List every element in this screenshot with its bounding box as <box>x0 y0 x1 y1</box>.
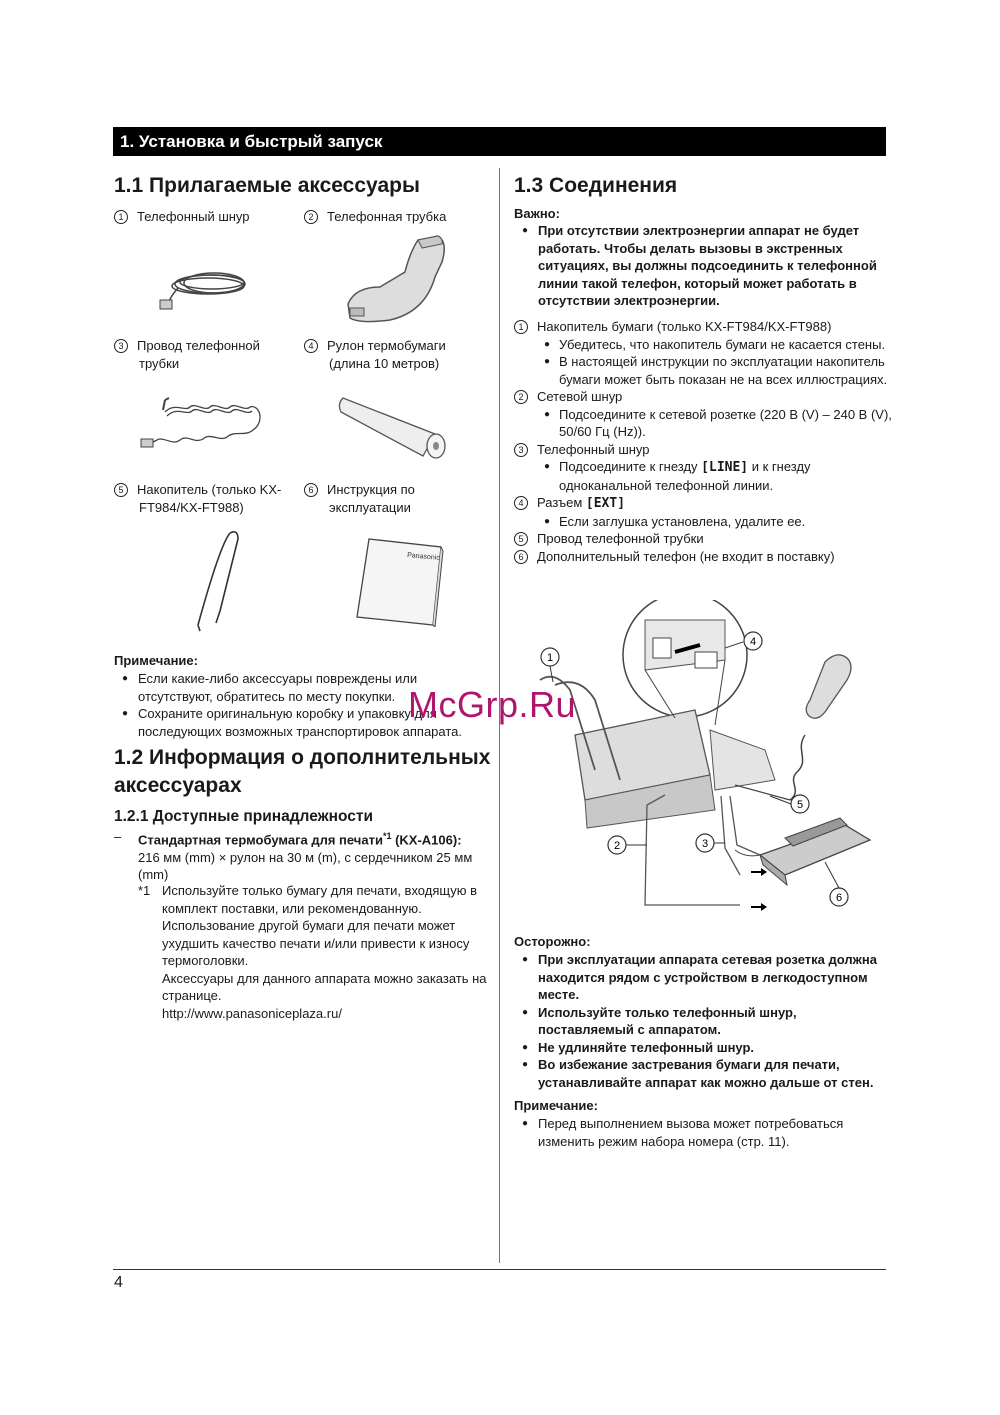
caution-item: ● Во избежание застревания бумаги для печати, устанавливайте аппарат как можно дальше от стен. <box>514 1056 894 1091</box>
section-1-2-title: 1.2 Информация о дополнительных аксессуарах <box>114 746 491 797</box>
caution-item: ● Используйте только телефонный шнур, поставляемый с аппаратом. <box>514 1004 894 1039</box>
callout-2-label: 2 <box>613 840 621 852</box>
callout-6-label: 6 <box>835 892 843 904</box>
section-header-bar: 1. Установка и быстрый запуск <box>113 127 886 156</box>
connection-item-4: 4 Разъем [EXT] <box>514 494 894 513</box>
caution-item: ● При эксплуатации аппарата сетевая розетка должна находится рядом с устройством в легкодоступном месте. <box>514 951 894 1004</box>
connection-item-3: 3 Телефонный шнур <box>514 441 894 459</box>
connection-list: 1 Накопитель бумаги (только KX-FT984/KX-FT988) ● Убедитесь, что накопитель бумаги не касается стены. ● В настоящей инструкции по эксплуатации накопитель бумаги может быть показан не на всех иллюстрациях. 2 Сетевой шнур ● Подсоедините к сетевой розетке (220 В (V) – 240 В (V), 50/60 Гц (Hz)). 3 Телефонный шнур ● Подсоедините к гнезду [LINE] и к гнезду одноканальной телефонной линии. 4 Разъем [EXT] ● Если заглушка установлена, удалите ее. 5 Провод телефонной трубки 6 Дополнительный телефон (не входит в поставку) <box>514 318 894 565</box>
watermark: McGrp.Ru <box>408 684 577 725</box>
note-label-right: Примечание: <box>514 1098 598 1113</box>
note-item: ● Сохраните оригинальную коробку и упаковку для последующих возможных транспортировок аппарата. <box>114 705 494 740</box>
handset-image <box>340 232 450 327</box>
connection-item-6: 6 Дополнительный телефон (не входит в поставку) <box>514 548 894 566</box>
section-1-1-title: 1.1 Прилагаемые аксессуары <box>114 174 420 197</box>
connection-item-2: 2 Сетевой шнур <box>514 388 894 406</box>
note-label: Примечание: <box>114 653 198 668</box>
callout-5-label: 5 <box>796 799 804 811</box>
accessory-item-1: 1 Телефонный шнур <box>114 208 294 226</box>
operating-instructions-image <box>355 535 445 627</box>
footer-rule <box>113 1269 886 1270</box>
paper-stacker-image <box>190 525 250 637</box>
important-text: ● При отсутствии электроэнергии аппарат не будет работать. Чтобы делать вызовы в экстренных ситуациях, вы должны подсоединить к телефонной линии такой телефон, который может работать в отсутствии электроэнергии. <box>514 222 889 310</box>
website-link[interactable]: http://www.panasoniceplaza.ru/ <box>162 1005 342 1021</box>
callout-4-label: 4 <box>749 636 757 648</box>
connection-item-5: 5 Провод телефонной трубки <box>514 530 894 548</box>
accessory-item-2: 2 Телефонная трубка <box>304 208 494 226</box>
handset-cord-image <box>135 392 275 452</box>
manual-brand-label: Panasonic <box>406 552 441 562</box>
callout-3-label: 3 <box>701 838 709 850</box>
note-item: ● Если какие-либо аксессуары повреждены или отсутствуют, обратитесь по месту покупки. <box>114 670 494 705</box>
note-right: ● Перед выполнением вызова может потребоваться изменить режим набора номера (стр. 11). <box>514 1115 894 1150</box>
connection-diagram <box>525 600 885 920</box>
available-accessory-item: – Стандартная термобумага для печати$^{*1}$ (KX-A106): 216 мм (mm) × рулон на 30 м (m), с сердечником 25 мм (mm) <box>114 829 473 883</box>
page-number: 4 <box>114 1274 123 1291</box>
caution-list <box>514 951 894 1091</box>
connection-item-1: 1 Накопитель бумаги (только KX-FT984/KX-FT988) <box>514 318 894 336</box>
important-label: Важно: <box>514 206 560 221</box>
accessory-item-4: 4 Рулон термобумаги (длина 10 метров) <box>304 337 494 372</box>
caution-label: Осторожно: <box>514 934 591 949</box>
thermal-paper-roll-image <box>335 388 450 463</box>
section-1-2-1-title: 1.2.1 Доступные принадлежности <box>114 808 373 825</box>
accessory-item-6: 6 Инструкция по эксплуатации <box>304 481 494 516</box>
callout-1-label: 1 <box>546 652 554 664</box>
telephone-cord-image <box>150 262 270 317</box>
footnote: *1 Используйте только бумагу для печати, входящую в комплект поставки, или рекомендованную. Использование другой бумаги для печати может ухудшить качество печати и/или привести к износу термоголовки. Аксессуары для данного аппарата можно заказать на странице. http://www.panasoniceplaza.ru/ <box>138 883 487 1021</box>
section-1-3-title: 1.3 Соединения <box>514 174 678 197</box>
accessory-item-3: 3 Провод телефонной трубки <box>114 337 294 372</box>
accessory-item-5: 5 Накопитель (только KX- FT984/KX-FT988) <box>114 481 294 516</box>
caution-item: ● Не удлиняйте телефонный шнур. <box>514 1039 894 1057</box>
